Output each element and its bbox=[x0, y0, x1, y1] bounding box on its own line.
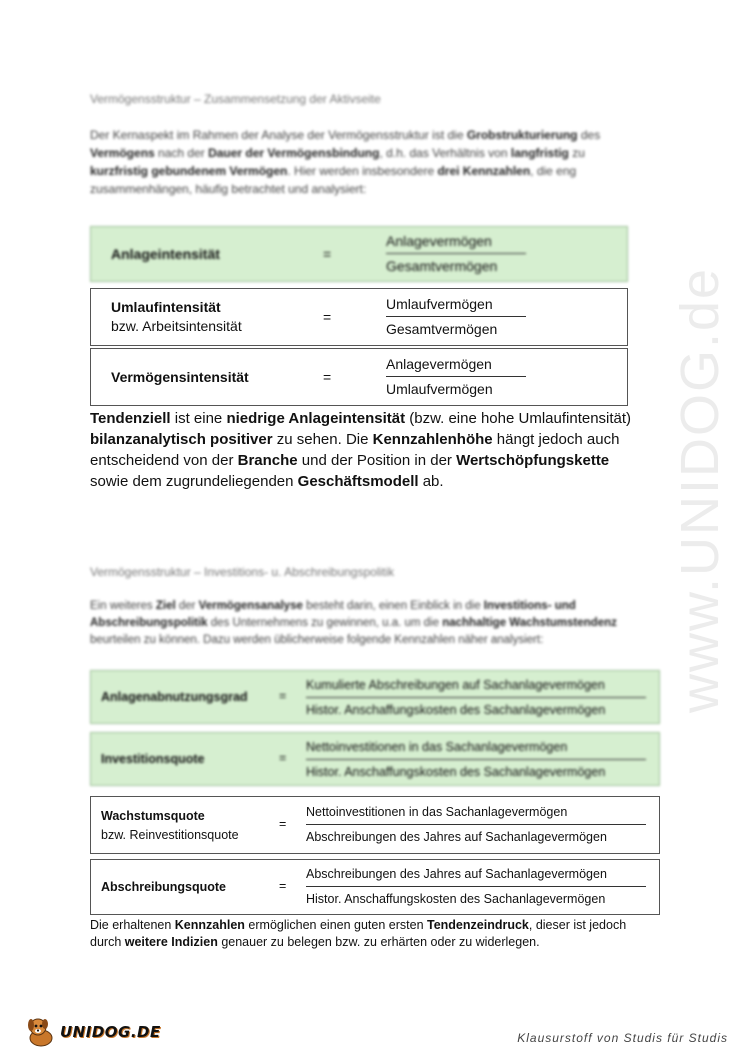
section2-paragraph bbox=[90, 598, 655, 649]
body-text: , dieser ist jedoch durch bbox=[90, 918, 627, 949]
formula-investitionsquote bbox=[90, 732, 660, 786]
fraction-line bbox=[306, 697, 646, 698]
formula-numerator: Anlagevermögen bbox=[386, 233, 492, 249]
formula-label: Wachstumsquote bbox=[101, 809, 205, 823]
body-text: beurteilen zu können. Dazu werden üblicherweise folgende Kennzahlen näher analysiert: bbox=[90, 634, 544, 646]
emphasis-text: nachhaltige Wachstumstendenz bbox=[442, 617, 617, 629]
body-text: Ein weiteres bbox=[90, 600, 156, 612]
formula-numerator: Kumulierte Abschreibungen auf Sachanlagevermögen bbox=[306, 678, 605, 692]
emphasis-text: weitere Indizien bbox=[124, 935, 218, 949]
emphasis-text: Tendenziell bbox=[90, 410, 171, 427]
section1-heading: Vermögensstruktur – Zusammensetzung der Aktivseite bbox=[90, 92, 381, 106]
formula-abschreibungsquote bbox=[90, 859, 660, 915]
equals-sign: = bbox=[279, 817, 287, 831]
emphasis-text: Grobstrukturierung bbox=[466, 128, 578, 142]
body-text: der bbox=[175, 600, 199, 612]
body-text: sowie dem zugrundeliegenden bbox=[90, 473, 298, 490]
formula-denominator: Gesamtvermögen bbox=[386, 258, 498, 274]
emphasis-text: Vermögens bbox=[90, 146, 155, 160]
formula-numerator: Nettoinvestitionen in das Sachanlagevermögen bbox=[306, 805, 568, 819]
formula-label: Investitionsquote bbox=[101, 752, 205, 766]
formula-label: Umlaufintensität bbox=[111, 299, 221, 315]
fraction-line bbox=[306, 759, 646, 760]
section2-heading: Vermögensstruktur – Investitions- u. Abschreibungspolitik bbox=[90, 565, 395, 579]
body-text: ab. bbox=[418, 473, 444, 490]
dog-mascot-icon bbox=[24, 1016, 58, 1048]
logo-wordmark: UNIDOG.DE bbox=[60, 1023, 161, 1041]
body-text: des Unternehmens zu gewinnen, u.a. um die bbox=[207, 617, 443, 629]
formula-wachstumsquote bbox=[90, 796, 660, 854]
body-text: ist eine bbox=[170, 410, 227, 427]
formula-numerator: Anlagevermögen bbox=[386, 356, 492, 372]
formula-denominator: Gesamtvermögen bbox=[386, 321, 498, 337]
formula-label: Anlagenabnutzungsgrad bbox=[101, 690, 248, 704]
body-text: , d.h. das Verhältnis von bbox=[379, 146, 511, 160]
formula-label-alt: bzw. Arbeitsintensität bbox=[111, 318, 242, 334]
formula-vermoegensintensitaet bbox=[90, 348, 628, 406]
body-text: zu bbox=[568, 146, 585, 160]
emphasis-text: Dauer der Vermögensbindung bbox=[208, 146, 380, 160]
body-text: und der Position in der bbox=[297, 452, 457, 469]
body-text: besteht darin, einen Einblick in die bbox=[302, 600, 484, 612]
emphasis-text: Branche bbox=[237, 452, 298, 469]
formula-label: Vermögensintensität bbox=[111, 369, 249, 385]
formula-umlaufintensitaet bbox=[90, 288, 628, 346]
emphasis-text: langfristig bbox=[510, 146, 569, 160]
formula-denominator: Histor. Anschaffungskosten des Sachanlagevermögen bbox=[306, 703, 606, 717]
fraction-line bbox=[306, 824, 646, 825]
body-text: (bzw. eine hohe Umlaufintensität) bbox=[405, 410, 632, 427]
emphasis-text: Geschäftsmodell bbox=[297, 473, 419, 490]
body-text: , die eng zusammenhängen, häufig betrachtet und analysiert: bbox=[90, 164, 577, 196]
body-text: hängt jedoch auch entscheidend von der bbox=[90, 431, 620, 469]
body-text: Die erhaltenen bbox=[90, 918, 175, 932]
equals-sign: = bbox=[323, 369, 332, 385]
equals-sign: = bbox=[323, 246, 332, 262]
formula-denominator: Umlaufvermögen bbox=[386, 381, 493, 397]
emphasis-text: niedrige Anlageintensität bbox=[226, 410, 406, 427]
formula-anlageintensitaet bbox=[90, 226, 628, 282]
emphasis-text: Investitions- und Abschreibungspolitik bbox=[90, 600, 576, 629]
emphasis-text: Vermögensanalyse bbox=[198, 600, 303, 612]
fraction-line bbox=[386, 316, 526, 317]
section1-conclusion bbox=[90, 408, 650, 492]
emphasis-text: Ziel bbox=[155, 600, 176, 612]
fraction-line bbox=[386, 376, 526, 377]
formula-label: Anlageintensität bbox=[111, 246, 220, 262]
body-text: . Hier werden insbesondere bbox=[287, 164, 438, 178]
body-text: nach der bbox=[154, 146, 209, 160]
emphasis-text: Kennzahlen bbox=[174, 918, 245, 932]
emphasis-text: kurzfristig gebundenem Vermögen bbox=[90, 164, 288, 178]
formula-numerator: Umlaufvermögen bbox=[386, 296, 493, 312]
body-text: ermöglichen einen guten ersten bbox=[244, 918, 427, 932]
watermark: www.UNIDOG.de bbox=[670, 266, 730, 714]
emphasis-text: Kennzahlenhöhe bbox=[372, 431, 493, 448]
footer-tagline: Klausurstoff von Studis für Studis bbox=[517, 1031, 728, 1045]
emphasis-text: Tendenzeindruck bbox=[427, 918, 529, 932]
emphasis-text: drei Kennzahlen bbox=[437, 164, 531, 178]
fraction-line bbox=[306, 886, 646, 887]
equals-sign: = bbox=[279, 879, 287, 893]
emphasis-text: bilanzanalytisch positiver bbox=[90, 431, 273, 448]
body-text: genauer zu belegen bzw. zu erhärten oder zu widerlegen. bbox=[217, 935, 540, 949]
body-text: des bbox=[577, 128, 601, 142]
fraction-line bbox=[386, 253, 526, 254]
equals-sign: = bbox=[279, 751, 287, 765]
formula-label: Abschreibungsquote bbox=[101, 880, 227, 894]
formula-denominator: Histor. Anschaffungskosten des Sachanlagevermögen bbox=[306, 892, 606, 906]
formula-label-alt: bzw. Reinvestitionsquote bbox=[101, 828, 239, 842]
body-text: zu sehen. Die bbox=[272, 431, 373, 448]
formula-anlagenabnutzungsgrad bbox=[90, 670, 660, 724]
formula-numerator: Abschreibungen des Jahres auf Sachanlagevermögen bbox=[306, 867, 607, 881]
unidog-logo[interactable] bbox=[24, 1016, 161, 1048]
equals-sign: = bbox=[323, 309, 332, 325]
equals-sign: = bbox=[279, 689, 287, 703]
formula-numerator: Nettoinvestitionen in das Sachanlagevermögen bbox=[306, 740, 568, 754]
emphasis-text: Wertschöpfungskette bbox=[456, 452, 610, 469]
section1-paragraph bbox=[90, 126, 645, 198]
body-text: Der Kernaspekt im Rahmen der Analyse der Vermögensstruktur ist die bbox=[90, 128, 467, 142]
section2-conclusion bbox=[90, 917, 660, 951]
formula-denominator: Abschreibungen des Jahres auf Sachanlagevermögen bbox=[306, 830, 607, 844]
formula-denominator: Histor. Anschaffungskosten des Sachanlagevermögen bbox=[306, 765, 606, 779]
